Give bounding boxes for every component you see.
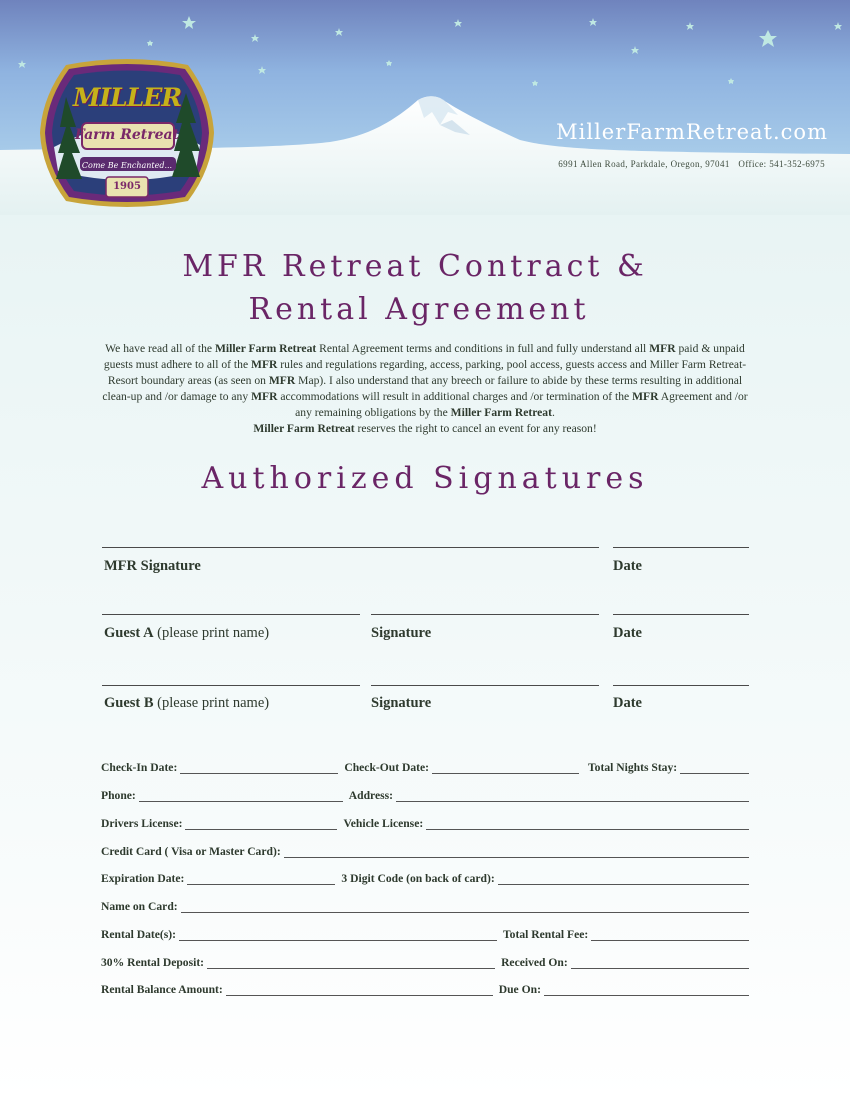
guest-a-name-label: Guest A (please print name) — [104, 625, 270, 641]
phone-field[interactable] — [139, 789, 343, 802]
received-on-field[interactable] — [571, 956, 749, 969]
form-row-contact — [101, 786, 749, 802]
form-row-rental-dates — [101, 925, 749, 941]
digit-code-label: 3 Digit Code (on back of card): — [341, 872, 495, 885]
guest-a-date-label: Date — [613, 625, 642, 641]
name-on-card-label: Name on Card: — [101, 900, 178, 913]
website-url[interactable]: MillerFarmRetreat.com — [556, 120, 828, 144]
logo-badge-frame — [36, 57, 218, 209]
due-on-label: Due On: — [498, 983, 541, 996]
check-out-field[interactable] — [432, 761, 579, 774]
guest-a-signature-line[interactable] — [371, 614, 599, 615]
mfr-signature-line[interactable] — [102, 547, 599, 548]
address-label: Address: — [348, 789, 394, 802]
form-row-deposit — [101, 953, 749, 969]
document-title-line-2: Rental Agreement — [248, 292, 590, 327]
document-title-line-1: MFR Retreat Contract & — [182, 249, 648, 284]
address-field[interactable] — [396, 789, 749, 802]
mfr-date-label: Date — [613, 558, 642, 574]
balance-amount-field[interactable] — [226, 983, 493, 996]
guest-a-date-line[interactable] — [613, 614, 749, 615]
logo-year: 1905 — [113, 181, 141, 192]
logo-subtitle: Farm Retreat — [74, 127, 180, 143]
vehicle-license-label: Vehicle License: — [343, 817, 424, 830]
phone-label: Phone: — [101, 789, 136, 802]
form-row-balance — [101, 980, 749, 996]
due-on-field[interactable] — [544, 983, 749, 996]
rental-deposit-label: 30% Rental Deposit: — [101, 956, 205, 969]
digit-code-field[interactable] — [498, 872, 749, 885]
credit-card-label: Credit Card ( Visa or Master Card): — [101, 845, 281, 858]
vehicle-license-field[interactable] — [426, 817, 749, 830]
guest-a-signature-label: Signature — [371, 625, 432, 641]
guest-b-signature-line[interactable] — [371, 685, 599, 686]
expiration-label: Expiration Date: — [101, 872, 185, 885]
expiration-field[interactable] — [187, 872, 335, 885]
guest-b-name-line[interactable] — [102, 685, 360, 686]
logo-tagline: Come Be Enchanted... — [81, 161, 173, 170]
drivers-license-field[interactable] — [185, 817, 337, 830]
guest-b-date-label: Date — [613, 695, 642, 711]
total-rental-fee-field[interactable] — [591, 928, 749, 941]
form-row-licenses — [101, 814, 749, 830]
authorized-signatures-heading: Authorized Signatures — [201, 461, 649, 496]
credit-card-field[interactable] — [284, 845, 749, 858]
check-in-field[interactable] — [180, 761, 338, 774]
rental-dates-label: Rental Date(s): — [101, 928, 177, 941]
total-rental-fee-label: Total Rental Fee: — [503, 928, 589, 941]
logo-name: MILLER — [72, 83, 182, 112]
drivers-license-label: Drivers License: — [101, 817, 183, 830]
rental-dates-field[interactable] — [179, 928, 497, 941]
guest-a-name-line[interactable] — [102, 614, 360, 615]
form-row-name-on-card — [101, 897, 749, 913]
form-row-credit-card — [101, 842, 749, 858]
street-address: 6991 Allen Road, Parkdale, Oregon, 97041 — [558, 159, 730, 169]
contact-address — [552, 159, 825, 169]
form-row-card-security — [101, 869, 749, 885]
guest-b-signature-label: Signature — [371, 695, 432, 711]
total-nights-label: Total Nights Stay: — [588, 761, 678, 774]
received-on-label: Received On: — [501, 956, 568, 969]
balance-amount-label: Rental Balance Amount: — [101, 983, 223, 996]
mfr-signature-label: MFR Signature — [104, 558, 201, 574]
agreement-terms-paragraph: We have read all of the Miller Farm Retreat Rental Agreement terms and conditions in full and fully understand all MFR paid & unpaid guests must adhere to all of the MFR rules and regulations regarding, access, parking, pool access, guests access and Miller Farm Retreat-Resort boundary areas (as seen on MFR Map). I also understand that any breech or failure to abide by these terms resulting in additional clean-up and /or damage to any MFR accommodations will result in additional charges and /or termination of the MFR Agreement and /or any remaining obligations by the Miller Farm Retreat. Miller Farm Retreat reserves the right to cancel an event for any reason! — [102, 342, 748, 435]
miller-farm-retreat-logo — [36, 57, 218, 209]
total-nights-field[interactable] — [680, 761, 749, 774]
name-on-card-field[interactable] — [181, 900, 749, 913]
guest-b-name-label: Guest B (please print name) — [104, 695, 270, 711]
mfr-date-line[interactable] — [613, 547, 749, 548]
guest-b-date-line[interactable] — [613, 685, 749, 686]
header-banner — [0, 0, 850, 215]
rental-deposit-field[interactable] — [207, 956, 495, 969]
check-in-label: Check-In Date: — [101, 761, 178, 774]
office-phone: Office: 541-352-6975 — [738, 159, 825, 169]
form-row-dates — [101, 758, 749, 774]
check-out-label: Check-Out Date: — [344, 761, 430, 774]
